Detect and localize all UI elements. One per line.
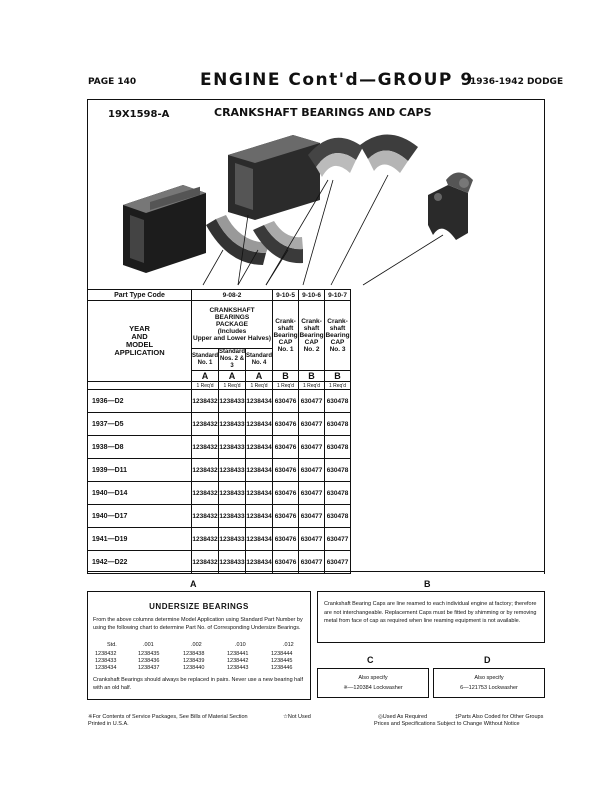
table-row: 1940—D17 1238432 1238433 1238434 630476 630477 630478 (88, 505, 545, 528)
reqd-cell: 1 Req'd (273, 382, 299, 390)
replacement-note: Crankshaft Bearings should always be replaced in pairs. Never use a new bearing half with an old half. (93, 677, 304, 691)
std-1-header: Standard No. 1 (192, 349, 219, 371)
caps-note-box (317, 591, 545, 643)
bearings-illustration (88, 125, 544, 289)
letter-cell: A (219, 371, 246, 382)
footer-not-used: ☆Not Used (283, 714, 311, 720)
model-range: 1936-1942 DODGE (470, 77, 564, 87)
letter-cell: B (325, 371, 351, 382)
reqd-cell: 1 Req'd (299, 382, 325, 390)
section-c-letter: C (367, 655, 374, 665)
reqd-cell: 1 Req'd (246, 382, 273, 390)
letter-cell: A (246, 371, 273, 382)
cap-1-header: Crank- shaft Bearing CAP No. 1 (273, 301, 299, 371)
letter-cell: B (299, 371, 325, 382)
table-row: 1942—D22 1238432 1238433 1238434 630476 630477 630477 (88, 551, 545, 574)
table-row: 1936—D2 1238432 1238433 1238434 630476 630477 630478 (88, 390, 545, 413)
undersize-bearings-box: UNDERSIZE BEARINGS From the above columns determine Model Application using Standard Part Number by using the following chart to determine Part No. of Corresponding Undersize Bearings. Std. .001 .002 .010 .012 1238432 1238435 1238438 1238441 1238444 1238433 1238436 1238439 1238442 1238445 1238434 1238437 1238440 1238443 1238446 Crankshaft Bearings should always be replaced in pairs. Never use a new bearing half with an old half. (87, 591, 311, 700)
footer-other-groups: ‡Parts Also Coded for Other Groups (455, 714, 544, 720)
caps-note-text: Crankshaft Bearing Caps are line reamed to each individual engine at factory; therefore are not interchangeable. Replacement Caps must be fitted by shimming or by removing metal from face of cap as required when line reaming equipment is not available. (324, 601, 537, 624)
section-b-letter: B (424, 579, 431, 589)
cap-2-header: Crank- shaft Bearing CAP No. 2 (299, 301, 325, 371)
undersize-title: UNDERSIZE BEARINGS (149, 602, 249, 611)
footer-prices: Prices and Specifications Subject to Change Without Notice (374, 721, 520, 727)
undersize-intro: From the above columns determine Model Application using Standard Part Number by using the following chart to determine Part No. of Corresponding Undersize Bearings. (93, 617, 303, 631)
footer-printed: Printed in U.S.A. (88, 721, 129, 727)
lockwasher-d-box: Also specify 6—121753 Lockwasher (433, 668, 545, 698)
table-row: 1938—D8 1238432 1238433 1238434 630476 630477 630478 (88, 436, 545, 459)
table-row: 1937—D5 1238432 1238433 1238434 630476 630477 630478 (88, 413, 545, 436)
reqd-cell: 1 Req'd (192, 382, 219, 390)
page-number: PAGE 140 (88, 77, 137, 87)
bearings-table (87, 289, 545, 574)
letter-cell: A (192, 371, 219, 382)
cap-3-header: Crank- shaft Bearing CAP No. 3 (325, 301, 351, 371)
page-title: ENGINE Cont'd—GROUP 9 (200, 70, 474, 90)
part-number: 19X1598-A (108, 109, 170, 120)
part-type-code-cap-3: 9-10-7 (325, 290, 351, 301)
std-2-header: Standard Nos. 2 & 3 (219, 349, 246, 369)
lockwasher-c-box: Also specify ※—120384 Lockwasher (317, 668, 429, 698)
part-type-code-label: Part Type Code (88, 290, 192, 301)
footer-service-packages: ※For Contents of Service Packages, See Bills of Material Section (88, 714, 248, 720)
table-row: 1939—D11 1238432 1238433 1238434 630476 630477 630478 (88, 459, 545, 482)
bearing-box-back-illustration (228, 135, 320, 220)
footer-used-as-required: ◎Used As Required (378, 714, 428, 720)
part-type-code-bearings: 9-08-2 (192, 290, 273, 301)
section-d-letter: D (484, 655, 491, 665)
letter-cell: B (273, 371, 299, 382)
crankshaft-bearings-header: CRANKSHAFT BEARINGS PACKAGE (Includes Upper and Lower Halves) (192, 301, 273, 349)
std-3-header: Standard No. 4 (246, 349, 273, 371)
table-row: 1940—D14 1238432 1238433 1238434 630476 630477 630478 (88, 482, 545, 505)
reqd-cell: 1 Req'd (325, 382, 351, 390)
part-type-code-cap-1: 9-10-5 (273, 290, 299, 301)
section-a-letter: A (190, 579, 197, 589)
year-model-header: YEAR AND MODEL APPLICATION (88, 301, 192, 382)
part-type-code-cap-2: 9-10-6 (299, 290, 325, 301)
bearing-box-front-illustration (123, 185, 206, 273)
reqd-cell: 1 Req'd (219, 382, 246, 390)
table-row: 1941—D19 1238432 1238433 1238434 630476 630477 630477 (88, 528, 545, 551)
section-title: CRANKSHAFT BEARINGS AND CAPS (214, 106, 432, 119)
bearing-cap-illustration (428, 173, 473, 241)
